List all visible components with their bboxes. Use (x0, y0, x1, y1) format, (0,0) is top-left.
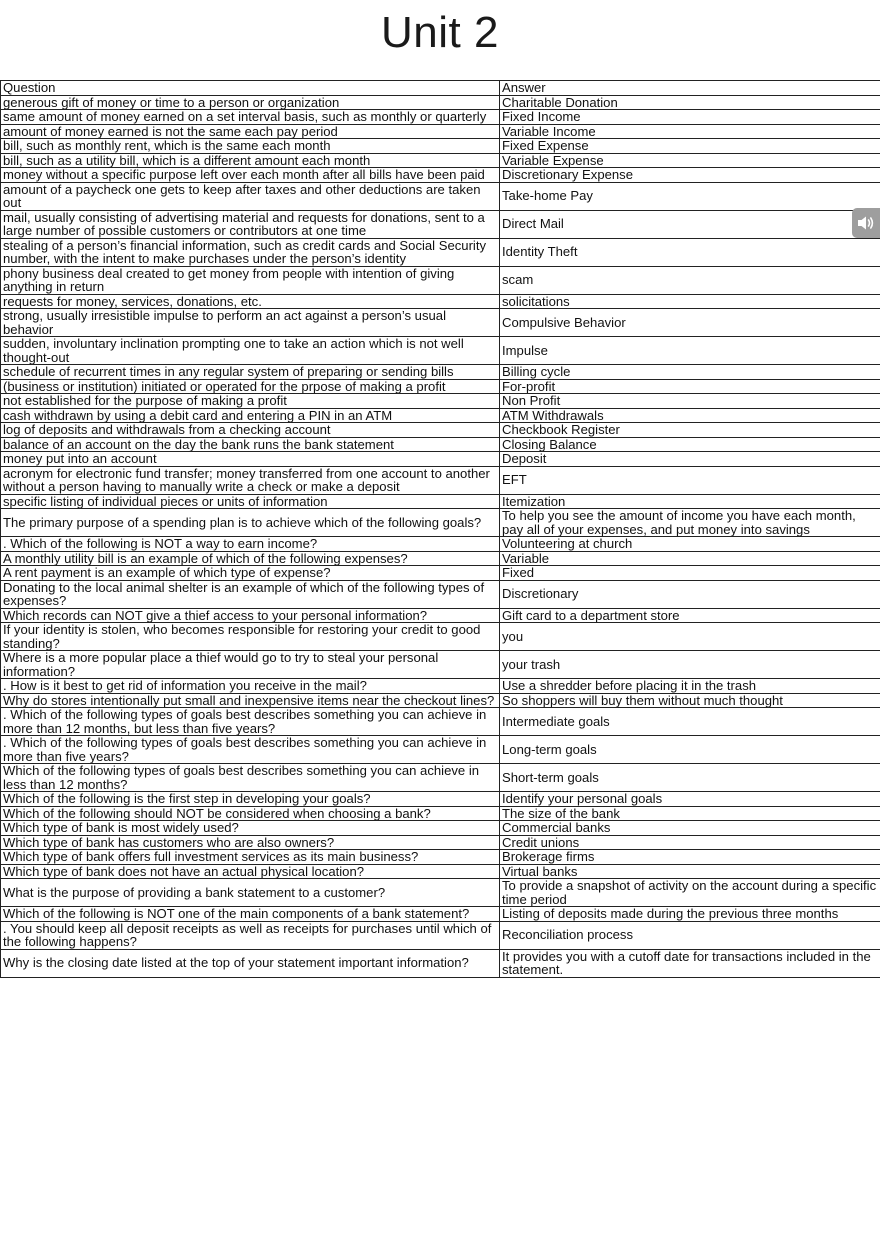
question-cell: A monthly utility bill is an example of which of the following expenses? (1, 551, 500, 566)
table-row (1, 337, 880, 365)
question-cell: Why is the closing date listed at the top of your statement important information? (1, 949, 500, 977)
answer-cell: Fixed Income (500, 110, 880, 125)
question-cell: bill, such as monthly rent, which is the same each month (1, 139, 500, 154)
question-cell: same amount of money earned on a set interval basis, such as monthly or quarterly (1, 110, 500, 125)
answer-cell: Credit unions (500, 835, 880, 850)
answer-cell: Fixed Expense (500, 139, 880, 154)
question-cell: Which records can NOT give a thief access to your personal information? (1, 608, 500, 623)
table-row (1, 850, 880, 865)
qa-table-body (1, 81, 880, 978)
table-header-row (1, 81, 880, 96)
table-row (1, 623, 880, 651)
answer-cell: For-profit (500, 379, 880, 394)
answer-cell: Intermediate goals (500, 708, 880, 736)
question-cell: Which type of bank offers full investment services as its main business? (1, 850, 500, 865)
answer-cell: Checkbook Register (500, 423, 880, 438)
answer-cell: Itemization (500, 494, 880, 509)
question-cell: (business or institution) initiated or operated for the prpose of making a profit (1, 379, 500, 394)
answer-cell: ATM Withdrawals (500, 408, 880, 423)
table-row (1, 651, 880, 679)
answer-cell: Impulse (500, 337, 880, 365)
question-cell: schedule of recurrent times in any regular system of preparing or sending bills (1, 365, 500, 380)
answer-cell: Discretionary Expense (500, 168, 880, 183)
question-cell: money put into an account (1, 452, 500, 467)
answer-cell: Variable (500, 551, 880, 566)
table-row (1, 494, 880, 509)
question-cell: strong, usually irresistible impulse to perform an act against a person’s usual behavior (1, 309, 500, 337)
answer-cell: It provides you with a cutoff date for transactions included in the statement. (500, 949, 880, 977)
question-cell: requests for money, services, donations, etc. (1, 294, 500, 309)
answer-cell: Use a shredder before placing it in the trash (500, 679, 880, 694)
table-row (1, 608, 880, 623)
table-row (1, 309, 880, 337)
question-cell: bill, such as a utility bill, which is a different amount each month (1, 153, 500, 168)
question-cell: What is the purpose of providing a bank statement to a customer? (1, 879, 500, 907)
table-row (1, 921, 880, 949)
table-row (1, 537, 880, 552)
table-row (1, 949, 880, 977)
table-row (1, 408, 880, 423)
answer-cell: Commercial banks (500, 821, 880, 836)
answer-cell: Long-term goals (500, 736, 880, 764)
table-row (1, 423, 880, 438)
question-cell: amount of money earned is not the same each pay period (1, 124, 500, 139)
question-cell: not established for the purpose of making a profit (1, 394, 500, 409)
answer-cell: Variable Expense (500, 153, 880, 168)
question-cell: amount of a paycheck one gets to keep after taxes and other deductions are taken out (1, 182, 500, 210)
answer-cell: So shoppers will buy them without much thought (500, 693, 880, 708)
table-row (1, 182, 880, 210)
answer-cell: scam (500, 266, 880, 294)
table-row (1, 110, 880, 125)
table-row (1, 764, 880, 792)
question-cell: balance of an account on the day the bank runs the bank statement (1, 437, 500, 452)
answer-cell: Volunteering at church (500, 537, 880, 552)
question-cell: . How is it best to get rid of information you receive in the mail? (1, 679, 500, 694)
speaker-button[interactable] (852, 208, 880, 238)
answer-cell: Direct Mail (500, 210, 880, 238)
question-cell: sudden, involuntary inclination prompting one to take an action which is not well thought-out (1, 337, 500, 365)
table-row (1, 365, 880, 380)
answer-cell: Virtual banks (500, 864, 880, 879)
answer-cell: Deposit (500, 452, 880, 467)
table-row (1, 821, 880, 836)
question-cell: . Which of the following is NOT a way to earn income? (1, 537, 500, 552)
table-row (1, 693, 880, 708)
table-row (1, 139, 880, 154)
question-cell: Which of the following is the first step in developing your goals? (1, 792, 500, 807)
table-row (1, 792, 880, 807)
answer-cell: To help you see the amount of income you have each month, pay all of your expenses, and put money into savings (500, 509, 880, 537)
answer-cell: Compulsive Behavior (500, 309, 880, 337)
answer-cell: EFT (500, 466, 880, 494)
table-row (1, 294, 880, 309)
answer-cell: Gift card to a department store (500, 608, 880, 623)
question-cell: Where is a more popular place a thief would go to try to steal your personal information? (1, 651, 500, 679)
table-row (1, 210, 880, 238)
question-cell: Which type of bank is most widely used? (1, 821, 500, 836)
question-cell: generous gift of money or time to a person or organization (1, 95, 500, 110)
table-row (1, 708, 880, 736)
answer-cell: Discretionary (500, 580, 880, 608)
answer-cell: Fixed (500, 566, 880, 581)
question-cell: Which of the following types of goals best describes something you can achieve in less than 12 months? (1, 764, 500, 792)
table-row (1, 153, 880, 168)
table-row (1, 168, 880, 183)
answer-cell: Take-home Pay (500, 182, 880, 210)
question-cell: Which type of bank does not have an actual physical location? (1, 864, 500, 879)
answer-cell: Variable Income (500, 124, 880, 139)
page-title: Unit 2 (381, 8, 499, 57)
answer-cell: Non Profit (500, 394, 880, 409)
question-cell: stealing of a person’s financial information, such as credit cards and Social Security number, with the intent to make purchases under the person’s identity (1, 238, 500, 266)
table-row (1, 379, 880, 394)
answer-cell: Identity Theft (500, 238, 880, 266)
table-row (1, 835, 880, 850)
table-row (1, 95, 880, 110)
answer-cell: Brokerage firms (500, 850, 880, 865)
answer-cell: Charitable Donation (500, 95, 880, 110)
answer-cell: Identify your personal goals (500, 792, 880, 807)
table-row (1, 266, 880, 294)
answer-cell: Reconciliation process (500, 921, 880, 949)
answer-cell: your trash (500, 651, 880, 679)
table-row (1, 466, 880, 494)
answer-cell: Closing Balance (500, 437, 880, 452)
table-row (1, 806, 880, 821)
table-row (1, 394, 880, 409)
table-row (1, 580, 880, 608)
question-cell: The primary purpose of a spending plan is to achieve which of the following goals? (1, 509, 500, 537)
table-row (1, 124, 880, 139)
question-cell: acronym for electronic fund transfer; money transferred from one account to another without a person having to manually write a check or make a deposit (1, 466, 500, 494)
question-cell: If your identity is stolen, who becomes responsible for restoring your credit to good standing? (1, 623, 500, 651)
table-row (1, 238, 880, 266)
question-cell: money without a specific purpose left over each month after all bills have been paid (1, 168, 500, 183)
question-cell: Which of the following is NOT one of the main components of a bank statement? (1, 907, 500, 922)
table-row (1, 452, 880, 467)
table-row (1, 907, 880, 922)
question-cell: phony business deal created to get money from people with intention of giving anything in return (1, 266, 500, 294)
table-row (1, 509, 880, 537)
table-row (1, 566, 880, 581)
question-cell: Why do stores intentionally put small and inexpensive items near the checkout lines? (1, 693, 500, 708)
question-cell: A rent payment is an example of which type of expense? (1, 566, 500, 581)
header-answer: Answer (500, 81, 880, 96)
question-cell: specific listing of individual pieces or units of information (1, 494, 500, 509)
table-row (1, 864, 880, 879)
table-row (1, 879, 880, 907)
answer-cell: Short-term goals (500, 764, 880, 792)
question-cell: log of deposits and withdrawals from a checking account (1, 423, 500, 438)
question-cell: . Which of the following types of goals best describes something you can achieve in more than 12 months, but less than five years? (1, 708, 500, 736)
question-cell: . Which of the following types of goals best describes something you can achieve in more than five years? (1, 736, 500, 764)
answer-cell: Billing cycle (500, 365, 880, 380)
speaker-icon (857, 215, 875, 231)
table-row (1, 736, 880, 764)
table-row (1, 437, 880, 452)
answer-cell: To provide a snapshot of activity on the account during a specific time period (500, 879, 880, 907)
question-cell: Which of the following should NOT be considered when choosing a bank? (1, 806, 500, 821)
answer-cell: The size of the bank (500, 806, 880, 821)
question-cell: . You should keep all deposit receipts as well as receipts for purchases until which of the following happens? (1, 921, 500, 949)
header-question: Question (1, 81, 500, 96)
answer-cell: Listing of deposits made during the previous three months (500, 907, 880, 922)
question-cell: Which type of bank has customers who are also owners? (1, 835, 500, 850)
table-row (1, 679, 880, 694)
qa-table (0, 80, 880, 978)
answer-cell: solicitations (500, 294, 880, 309)
question-cell: mail, usually consisting of advertising material and requests for donations, sent to a large number of possible customers or contributors at one time (1, 210, 500, 238)
answer-cell: you (500, 623, 880, 651)
question-cell: Donating to the local animal shelter is an example of which of the following types of expenses? (1, 580, 500, 608)
table-row (1, 551, 880, 566)
question-cell: cash withdrawn by using a debit card and entering a PIN in an ATM (1, 408, 500, 423)
